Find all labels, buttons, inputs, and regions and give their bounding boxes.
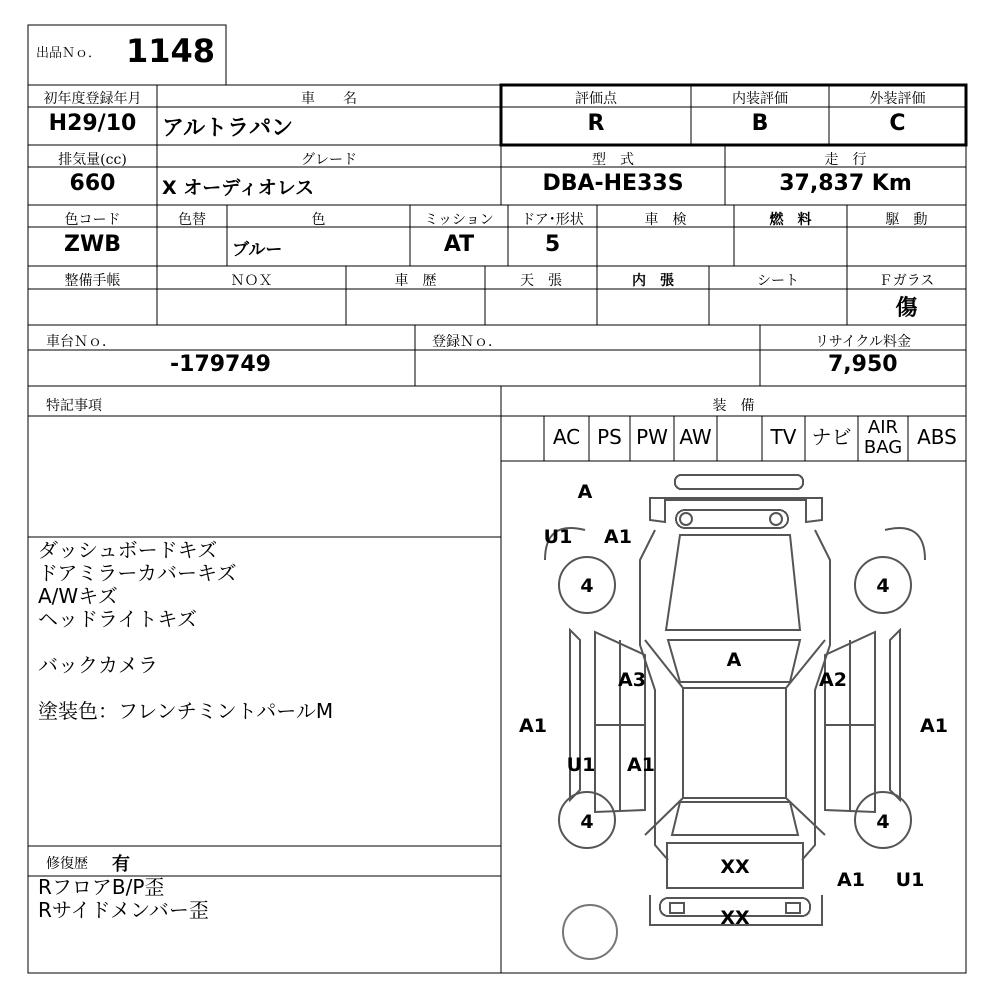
mileage-label: 走 行 bbox=[824, 152, 867, 168]
lot-label: 出品Ｎｏ． bbox=[36, 46, 102, 61]
nox-label: ＮＯＸ bbox=[230, 273, 273, 289]
damage-mark-front-left-u1: U1 bbox=[543, 526, 573, 548]
chassis-value: -179749 bbox=[170, 352, 271, 377]
interior-label: 内装評価 bbox=[732, 91, 788, 107]
remark-line: ドアミラーカバーキズ bbox=[38, 561, 237, 585]
damage-mark-left-front-door: A3 bbox=[618, 669, 646, 691]
displacement-label: 排気量(cc) bbox=[58, 152, 127, 168]
damage-mark-rear-right-u1: U1 bbox=[895, 869, 925, 891]
exterior-value: C bbox=[889, 111, 906, 136]
equipment-item-navi: ナビ bbox=[811, 425, 852, 449]
damage-mark-rear-left-u1: U1 bbox=[566, 754, 596, 776]
damage-mark-roof: A bbox=[726, 649, 742, 671]
mission-value: AT bbox=[443, 232, 475, 257]
equipment-item-pw: PW bbox=[636, 425, 668, 449]
remark-line: A/Wキズ bbox=[38, 584, 118, 608]
remark-line: バックカメラ bbox=[38, 653, 158, 677]
car-name-value: アルトラパン bbox=[162, 116, 294, 141]
first-reg-value: H29/10 bbox=[48, 111, 137, 136]
grade-label: グレード bbox=[301, 152, 357, 168]
remarks-label: 特記事項 bbox=[46, 398, 102, 414]
damage-mark-rear-right-a1: A1 bbox=[837, 869, 865, 891]
repair-line: Rサイドメンバー歪 bbox=[38, 898, 209, 922]
registration-label: 登録Ｎｏ． bbox=[432, 334, 502, 350]
score-value: R bbox=[587, 111, 605, 136]
seat-label: シート bbox=[757, 273, 799, 289]
damage-mark-right-side: A1 bbox=[920, 715, 948, 737]
damage-mark-hood-top: A bbox=[577, 481, 593, 503]
equipment-item-ac: AC bbox=[552, 425, 581, 449]
interior-trim-label: 内 張 bbox=[632, 273, 674, 289]
remarks-list bbox=[38, 539, 333, 723]
equipment-item-tv: TV bbox=[770, 425, 797, 449]
damage-mark-trunk: XX bbox=[720, 856, 750, 878]
damage-mark-rear-left-a1: A1 bbox=[627, 754, 655, 776]
damage-mark-front-left-a1: A1 bbox=[604, 526, 632, 548]
lot-number: 1148 bbox=[126, 32, 216, 70]
remark-line: 塗装色：フレンチミントパールM bbox=[38, 699, 334, 723]
recycle-value: 7,950 bbox=[828, 352, 898, 377]
color-change-label: 色替 bbox=[178, 212, 206, 228]
remark-line bbox=[38, 631, 333, 654]
equipment-item-aw: AW bbox=[679, 425, 712, 449]
displacement-value: 660 bbox=[69, 171, 116, 196]
color-label: 色 bbox=[311, 212, 326, 228]
remark-line: ダッシュボードキズ bbox=[38, 538, 218, 562]
equipment-label: 装 備 bbox=[712, 398, 755, 414]
first-reg-label: 初年度登録年月 bbox=[43, 91, 142, 107]
interior-value: B bbox=[751, 111, 769, 136]
maintenance-label: 整備手帳 bbox=[64, 273, 121, 289]
recycle-label: リサイクル料金 bbox=[814, 334, 912, 350]
damage-mark-tire-rr: 4 bbox=[876, 811, 890, 833]
damage-mark-right-front-door: A2 bbox=[819, 669, 847, 691]
color-code-value: ZWB bbox=[64, 232, 121, 257]
fglass-value: 傷 bbox=[895, 296, 918, 321]
model-value: DBA-HE33S bbox=[542, 171, 684, 196]
door-shape-value: 5 bbox=[544, 232, 561, 257]
damage-mark-left-side: A1 bbox=[519, 715, 547, 737]
repair-line: RフロアB/P歪 bbox=[38, 875, 165, 899]
color-code-label: 色コード bbox=[64, 212, 121, 228]
exterior-label: 外装評価 bbox=[869, 91, 926, 107]
repair-history-value: 有 bbox=[112, 854, 130, 875]
history-label: 車 歴 bbox=[394, 273, 437, 289]
repair-history-label: 修復歴 bbox=[46, 856, 88, 872]
damage-mark-tire-fr: 4 bbox=[876, 575, 890, 597]
fuel-label: 燃 料 bbox=[769, 212, 812, 228]
fglass-label: Ｆガラス bbox=[878, 273, 935, 289]
remark-line: ヘッドライトキズ bbox=[38, 607, 197, 631]
damage-mark-tire-rl: 4 bbox=[580, 811, 594, 833]
grade-value: X オーディオレス bbox=[162, 177, 315, 199]
damage-mark-rear-bumper: XX bbox=[720, 907, 750, 929]
equipment-item-ps: PS bbox=[597, 425, 622, 449]
roof-label: 天 張 bbox=[520, 273, 562, 289]
mission-label: ミッション bbox=[424, 212, 494, 228]
car-name-label: 車 名 bbox=[301, 91, 357, 107]
repair-list bbox=[38, 876, 209, 922]
mileage-value: 37,837 Km bbox=[779, 171, 912, 196]
color-value: ブルー bbox=[232, 240, 283, 260]
remark-line bbox=[38, 677, 333, 700]
inspection-label: 車 検 bbox=[644, 212, 687, 228]
equipment-item-airbag: AIR BAG bbox=[863, 417, 903, 458]
chassis-label: 車台Ｎｏ． bbox=[46, 334, 116, 350]
drive-label: 駆 動 bbox=[885, 212, 928, 228]
door-shape-label: ドア･形状 bbox=[521, 212, 584, 228]
equipment-item-abs: ABS bbox=[917, 425, 957, 449]
damage-mark-tire-fl: 4 bbox=[580, 575, 594, 597]
score-label: 評価点 bbox=[575, 91, 617, 107]
model-label: 型 式 bbox=[592, 152, 634, 168]
